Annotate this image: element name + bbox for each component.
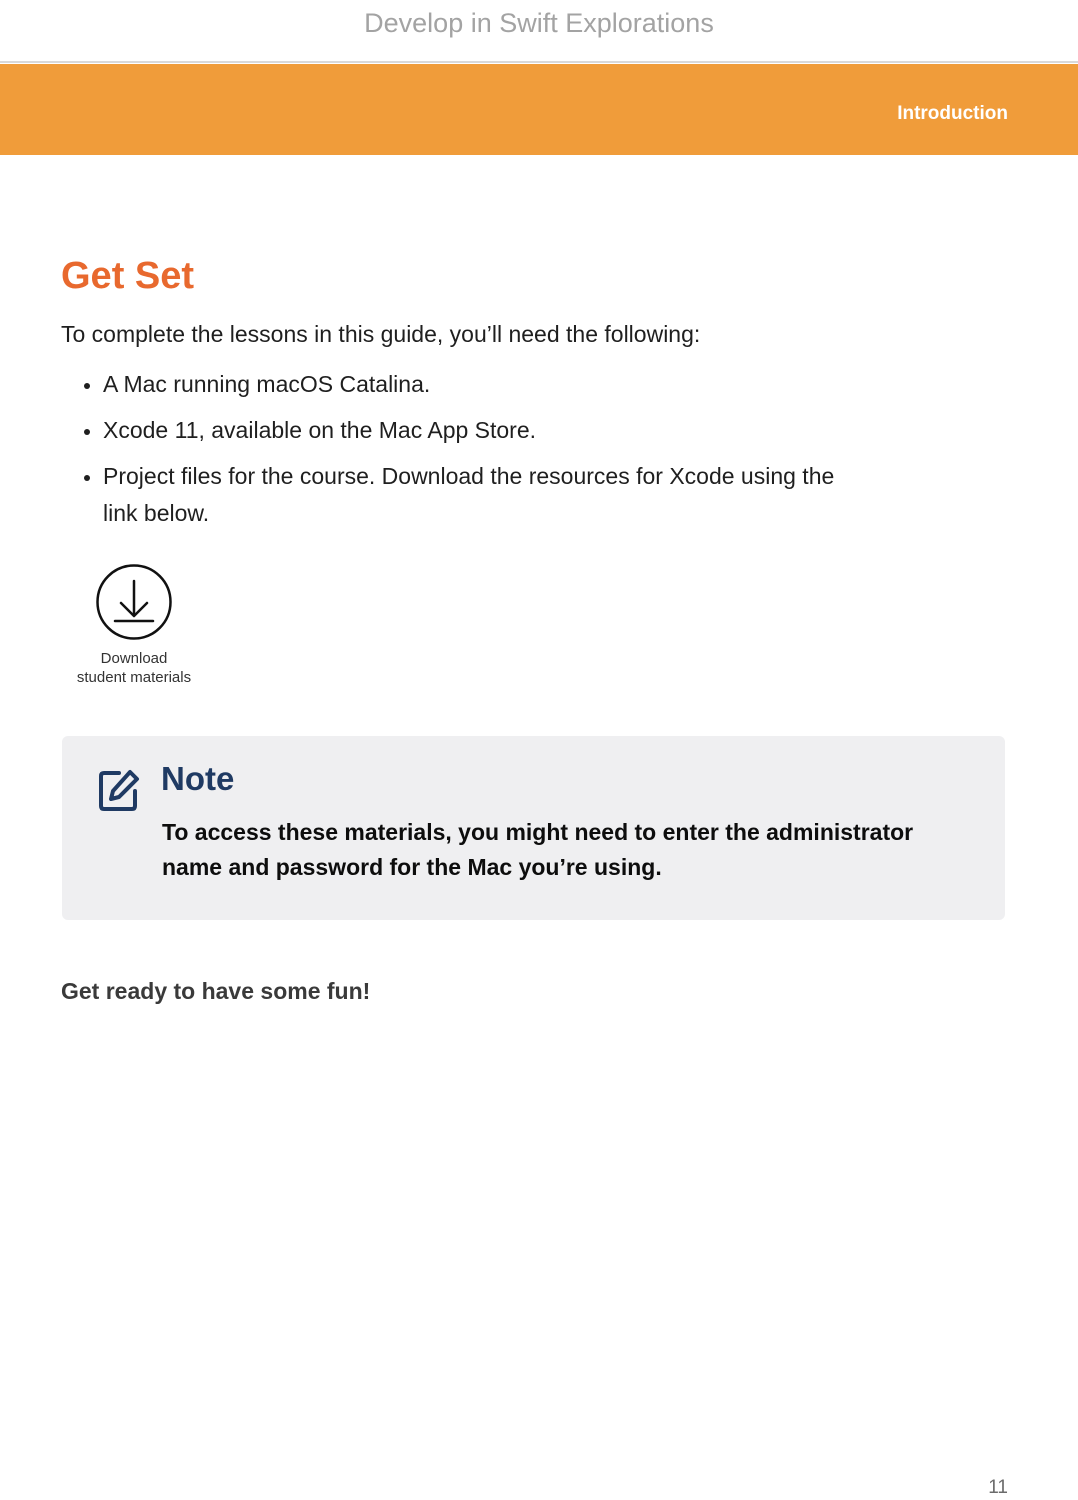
closing-line: Get ready to have some fun! [61, 978, 371, 1004]
list-item: Xcode 11, available on the Mac App Store. [82, 412, 852, 449]
page-number: 11 [988, 1477, 1008, 1498]
intro-paragraph: To complete the lessons in this guide, you’ll need the following: [61, 321, 701, 347]
note-body: To access these materials, you might need to enter the administrator name and password for the Mac you’re using. [162, 819, 914, 880]
download-student-materials-link[interactable] [70, 563, 198, 687]
section-title: Get Set [61, 255, 195, 297]
note-callout [62, 736, 1005, 920]
download-icon[interactable] [95, 563, 173, 641]
window-title [0, 0, 1078, 63]
book-title: Develop in Swift Explorations [364, 8, 714, 38]
note-title: Note [161, 760, 235, 797]
requirements-list [82, 366, 852, 541]
edit-note-icon [97, 767, 141, 813]
download-label[interactable] [70, 649, 198, 687]
chapter-banner [0, 64, 1078, 155]
download-label-line1[interactable]: Download [100, 650, 168, 667]
list-item: Project files for the course. Download the resources for Xcode using the link below. [82, 458, 852, 532]
download-label-line2[interactable]: student materials [76, 669, 192, 686]
chapter-label: Introduction [897, 103, 1008, 124]
list-item: A Mac running macOS Catalina. [82, 366, 852, 403]
